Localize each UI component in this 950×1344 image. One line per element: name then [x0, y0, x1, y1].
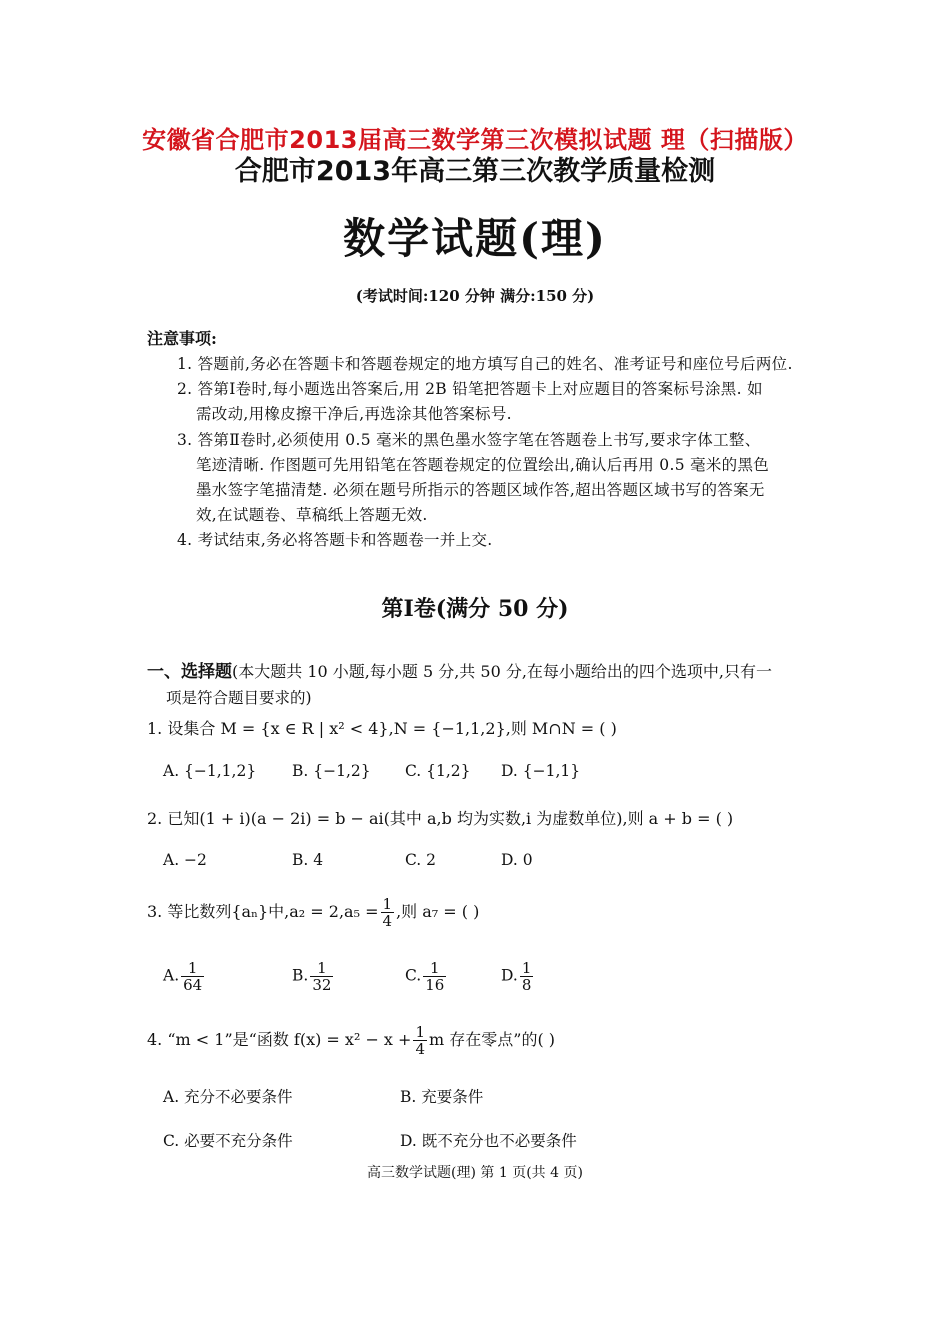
fraction-denominator: 8 — [521, 976, 532, 994]
fraction-denominator: 16 — [425, 976, 445, 994]
fraction-numerator: 1 — [521, 959, 532, 977]
notice-item: 3. 答第Ⅱ卷时,必须使用 0.5 毫米的黑色墨水签字笔在答题卷上书写,要求字体工整、 — [177, 431, 761, 449]
notice-item: 笔迹清晰. 作图题可先用铅笔在答题卷规定的位置绘出,确认后再用 0.5 毫米的黑色 — [196, 456, 770, 474]
q2-option-a: A. −2 — [163, 851, 207, 869]
document-source-title: 安徽省合肥市2013届高三数学第三次模拟试题 理（扫描版） — [142, 126, 808, 154]
section-label: 一、选择题 — [147, 662, 232, 682]
fraction-numerator: 1 — [415, 1023, 425, 1041]
q2-option-b: B. 4 — [292, 851, 324, 869]
page-footer: 高三数学试题(理) 第 1 页(共 4 页) — [367, 1165, 583, 1181]
question-1-stem: 1. 设集合 M = {x ∈ R | x² < 4},N = {−1,1,2},则 M∩N = ( ) — [147, 719, 617, 738]
q4-stem-text-end: m 存在零点”的( ) — [429, 1030, 556, 1049]
option-fraction — [181, 960, 204, 993]
exam-title: 数学试题(理) — [343, 214, 607, 263]
notice-item: 4. 考试结束,务必将答题卡和答题卷一并上交. — [177, 531, 493, 549]
notice-item: 效,在试题卷、草稿纸上答题无效. — [196, 506, 428, 524]
option-fraction — [310, 960, 333, 993]
fraction-denominator: 4 — [382, 912, 393, 930]
question-3-stem — [147, 896, 479, 929]
fraction-denominator: 4 — [415, 1040, 425, 1058]
q3-stem-fraction — [381, 896, 395, 929]
section-heading — [147, 657, 772, 682]
q3-option-a — [163, 960, 206, 993]
option-fraction — [423, 960, 446, 993]
option-label: D. — [501, 966, 518, 985]
fraction-numerator: 1 — [310, 960, 333, 977]
q3-option-c — [405, 960, 448, 993]
q1-option-d: D. {−1,1} — [501, 762, 581, 780]
section-desc-continued: 项是符合题目要求的) — [166, 689, 312, 707]
exam-info: (考试时间:120 分钟 满分:150 分) — [355, 287, 595, 305]
notice-item: 2. 答第Ⅰ卷时,每小题选出答案后,用 2B 铅笔把答题卡上对应题目的答案标号涂黑. 如 — [177, 380, 763, 398]
q4-option-c: C. 必要不充分条件 — [163, 1132, 293, 1150]
q4-option-b: B. 充要条件 — [400, 1088, 484, 1106]
option-label: C. — [405, 966, 422, 985]
q4-option-a: A. 充分不必要条件 — [163, 1088, 293, 1106]
q4-option-d: D. 既不充分也不必要条件 — [400, 1132, 577, 1150]
question-4-stem — [147, 1024, 555, 1057]
q4-stem-fraction — [413, 1024, 427, 1057]
q3-stem-text: 3. 等比数列{aₙ}中,a₂ = 2,a₅ = — [147, 902, 379, 921]
section-desc: (本大题共 10 小题,每小题 5 分,共 50 分,在每小题给出的四个选项中,只有一 — [232, 662, 773, 681]
fraction-denominator: 32 — [312, 976, 332, 994]
notice-item: 墨水签字笔描清楚. 必须在题号所指示的答题区域作答,超出答题区域书写的答案无 — [196, 481, 765, 499]
fraction-numerator: 1 — [423, 960, 446, 977]
q1-option-b: B. {−1,2} — [292, 762, 371, 780]
question-2-stem: 2. 已知(1 + i)(a − 2i) = b − ai(其中 a,b 均为实数,i 为虚数单位),则 a + b = ( ) — [147, 809, 734, 828]
exam-subtitle: 合肥市2013年高三第三次教学质量检测 — [234, 156, 716, 187]
fraction-denominator: 64 — [183, 976, 203, 994]
notice-item: 需改动,用橡皮擦干净后,再选涂其他答案标号. — [196, 405, 512, 423]
q4-stem-text: 4. “m < 1”是“函数 f(x) = x² − x + — [147, 1030, 412, 1049]
q2-option-c: C. 2 — [405, 851, 437, 869]
option-label: B. — [292, 966, 309, 985]
q3-option-b — [292, 960, 335, 993]
fraction-numerator: 1 — [382, 895, 393, 913]
option-label: A. — [163, 966, 180, 985]
part-one-title: 第Ⅰ卷(满分 50 分) — [381, 596, 569, 622]
q3-option-d — [501, 960, 535, 993]
q1-option-a: A. {−1,1,2} — [163, 762, 257, 780]
notice-item: 1. 答题前,务必在答题卡和答题卷规定的地方填写自己的姓名、准考证号和座位号后两位. — [177, 355, 793, 373]
q2-option-d: D. 0 — [501, 851, 533, 869]
q1-option-c: C. {1,2} — [405, 762, 471, 780]
fraction-numerator: 1 — [181, 960, 204, 977]
q3-stem-text-end: ,则 a₇ = ( ) — [396, 902, 480, 921]
option-fraction — [520, 960, 534, 993]
notice-heading: 注意事项: — [147, 329, 217, 348]
